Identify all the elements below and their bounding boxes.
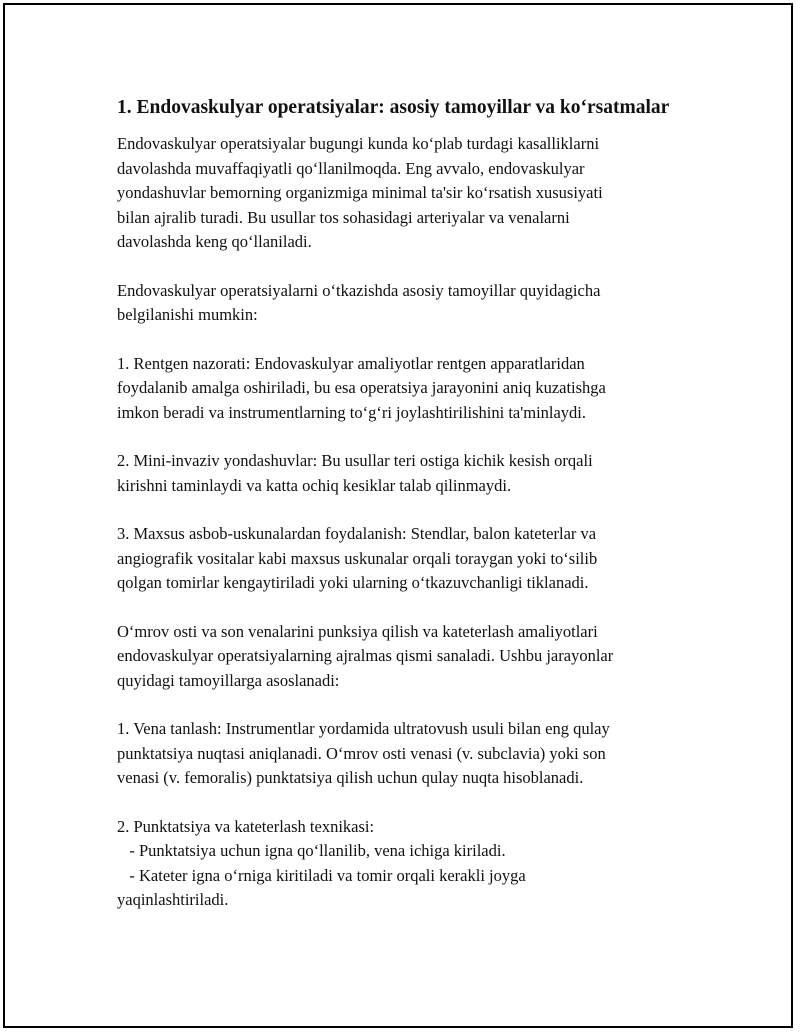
- paragraph-vein-puncture: O‘mrov osti va son venalarini punksiya qilish va kateterlash amaliyotlari endovaskulyar operatsiyalarning ajralmas qismi sanaladi. Ushbu jarayonlar quyidagi tamoyillarga asoslanadi:: [117, 621, 614, 690]
- list-item-vein-selection: 1. Vena tanlash: Instrumentlar yordamida ultratovush usuli bilan eng qulay punktatsiya nuqtasi aniqlanadi. O‘mrov osti venasi (v. subclavia) yoki son venasi (v. femoralis) punktatsiya qilish uchun qulay nuqta hisoblanadi.: [117, 719, 610, 787]
- paragraph-intro: Endovaskulyar operatsiyalar bugungi kunda ko‘plab turdagi kasalliklarni davolashda muvaffaqiyatli qo‘llanilmoqda. Eng avvalo, endovaskulyar yondashuvlar bemorning organizmiga minimal ta'sir ko‘rsatish xususiyati bilan ajralib turadi. Bu usullar tos sohasidagi arteriyalar va venalarni davolashda keng qo‘llaniladi.: [117, 134, 603, 251]
- list-item-puncture-technique: 2. Punktatsiya va kateterlash texnikasi: - Punktatsiya uchun igna qo‘llanilib, vena ichiga kiriladi. - Kateter igna o‘rniga kiritiladi va tomir orqali kerakli joyga yaqinlashtiriladi.: [117, 816, 526, 909]
- paragraph-principles-lead: Endovaskulyar operatsiyalarni o‘tkazishda asosiy tamoyillar quyidagicha belgilanishi mumkin:: [117, 280, 601, 324]
- list-item-special-equipment: 3. Maxsus asbob-uskunalardan foydalanish: Stendlar, balon kateterlar va angiografik vositalar kabi maxsus uskunalar orqali toraygan yoki to‘silib qolgan tomirlar kengaytiriladi yoki ularning o‘tkazuvchanligi tiklanadi.: [117, 524, 598, 592]
- list-item-xray-control: 1. Rentgen nazorati: Endovaskulyar amaliyotlar rentgen apparatlaridan foydalanib amalga oshiriladi, bu esa operatsiya jarayonini aniq kuzatishga imkon beradi va instrumentlarning to‘g‘ri joylashtirilishini ta'minlaydi.: [117, 353, 606, 422]
- section-heading: 1. Endovaskulyar operatsiyalar: asosiy tamoyillar va ko‘rsatmalar: [117, 97, 670, 118]
- document-body: [117, 94, 697, 913]
- list-item-mini-invasive: 2. Mini-invaziv yondashuvlar: Bu usullar teri ostiga kichik kesish orqali kirishni taminlaydi va katta ochiq kesiklar talab qilinmaydi.: [117, 451, 593, 495]
